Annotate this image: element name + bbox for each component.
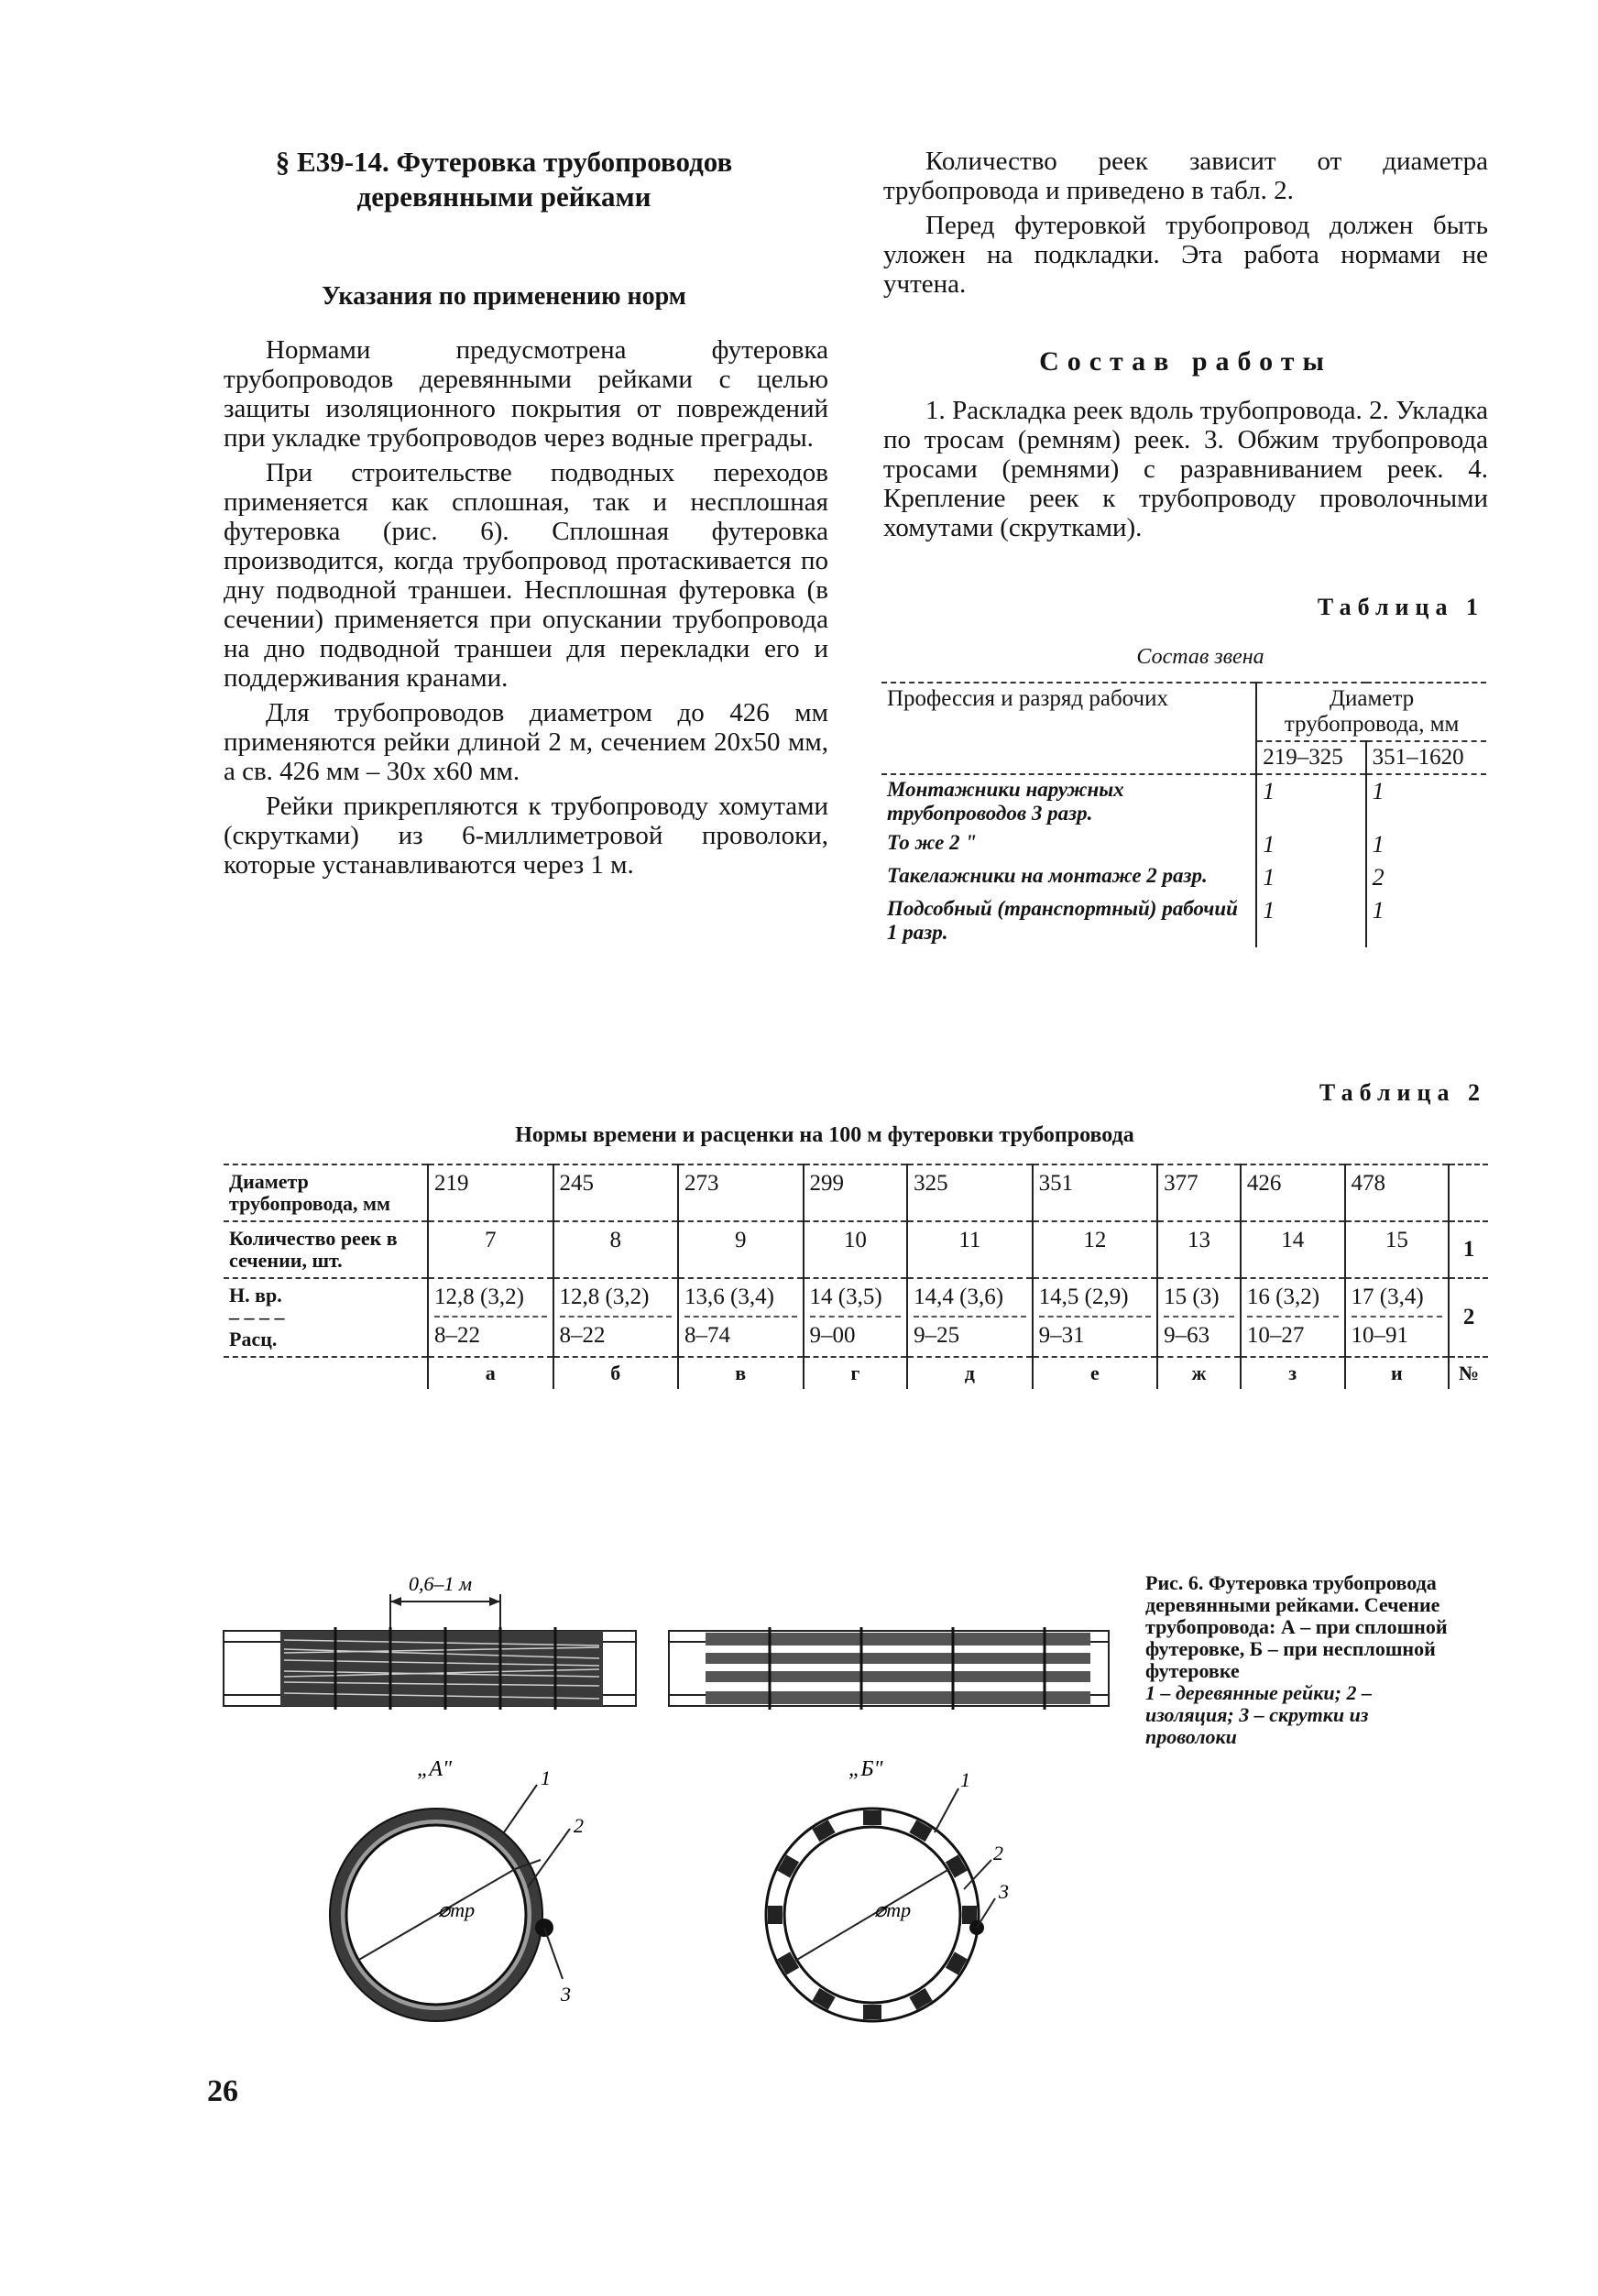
norm-cell xyxy=(1033,1278,1158,1357)
count-cell: 1 xyxy=(1366,894,1486,947)
pipe-partial-lining xyxy=(669,1627,1109,1710)
col-profession: Профессия и разряд рабочих xyxy=(881,683,1256,774)
profession-cell: Такелажники на монтаже 2 разр. xyxy=(887,864,1208,887)
profession-cell: То же 2 " xyxy=(887,831,978,854)
page-number: 26 xyxy=(207,2074,238,2108)
norm-cell xyxy=(1345,1278,1450,1357)
letter-cell: з xyxy=(1241,1357,1345,1389)
letter-cell: в xyxy=(678,1357,804,1389)
profession-cell: Подсобный (транспортный) рабочий 1 разр. xyxy=(887,897,1238,944)
rasc-value: 9–00 xyxy=(810,1316,902,1349)
table-row xyxy=(881,894,1486,947)
norm-cell xyxy=(678,1278,804,1357)
norms-table xyxy=(224,1164,1488,1389)
diameter-cell: 426 xyxy=(1241,1164,1345,1221)
figure-caption-head: Рис. 6. Футеровка трубопровода деревянными рейками. Сечение трубопровода: А – при сплошной футеровке, Б – при несплошной футеровке xyxy=(1145,1571,1448,1682)
row-number-cell: 1 xyxy=(1449,1221,1488,1278)
norm-cell xyxy=(1157,1278,1241,1357)
norm-cell xyxy=(553,1278,679,1357)
lining-figure xyxy=(220,1558,1118,2071)
diameter-cell: 299 xyxy=(804,1164,908,1221)
letter-cell: г xyxy=(804,1357,908,1389)
count-cell: 11 xyxy=(907,1221,1033,1278)
count-cell: 13 xyxy=(1157,1221,1241,1278)
rasc-value: 9–63 xyxy=(1164,1316,1234,1349)
diameter-label-b: ⌀тр xyxy=(874,1898,912,1921)
letter-cell: е xyxy=(1033,1357,1158,1389)
dimension-label: 0,6–1 м xyxy=(409,1572,473,1595)
nvr-value: 12,8 (3,2) xyxy=(559,1285,650,1309)
table-row xyxy=(881,828,1486,861)
letter-cell-no: № xyxy=(1449,1357,1488,1389)
diameter-cell: 351 xyxy=(1033,1164,1158,1221)
callout-1-b: 1 xyxy=(960,1768,970,1791)
work-heading: Состав работы xyxy=(1039,346,1332,377)
diameter-cell: 245 xyxy=(553,1164,679,1221)
callout-3-b: 3 xyxy=(999,1880,1009,1903)
table-row xyxy=(881,774,1486,828)
count-cell: 12 xyxy=(1033,1221,1158,1278)
diameter-label-a: ⌀тр xyxy=(438,1898,476,1921)
count-cell: 1 xyxy=(1256,894,1365,947)
table-row-norms xyxy=(224,1278,1488,1357)
count-cell: 1 xyxy=(1256,828,1365,861)
callout-2-a: 2 xyxy=(574,1814,584,1837)
label-section-b: „Б" xyxy=(848,1757,883,1781)
count-cell: 14 xyxy=(1241,1221,1345,1278)
count-cell: 10 xyxy=(804,1221,908,1278)
count-cell: 1 xyxy=(1256,861,1365,894)
table2-label: Таблица 2 xyxy=(1319,1079,1486,1106)
row-number-cell: 2 xyxy=(1449,1278,1488,1357)
left-column xyxy=(224,335,828,885)
table-row-letters xyxy=(224,1357,1488,1389)
row-header-dash: – – – – xyxy=(229,1306,285,1328)
row-header-empty xyxy=(224,1357,428,1389)
label-section-a: „А" xyxy=(417,1757,453,1781)
count-cell: 9 xyxy=(678,1221,804,1278)
count-cell: 8 xyxy=(553,1221,679,1278)
col-diameter: Диаметр трубопровода, мм xyxy=(1256,683,1486,741)
count-cell: 15 xyxy=(1345,1221,1450,1278)
callout-1-a: 1 xyxy=(541,1766,551,1789)
row-header-count: Количество реек в сечении, шт. xyxy=(229,1227,398,1272)
section-title-line-2: деревянными рейками xyxy=(356,180,651,213)
table1-caption: Состав звена xyxy=(1136,645,1264,669)
nvr-value: 13,6 (3,4) xyxy=(684,1285,774,1309)
count-cell: 7 xyxy=(428,1221,553,1278)
nvr-value: 12,8 (3,2) xyxy=(434,1285,524,1309)
letter-cell: и xyxy=(1345,1357,1450,1389)
nvr-value: 16 (3,2) xyxy=(1246,1285,1320,1309)
norm-cell xyxy=(804,1278,908,1357)
rasc-value: 9–25 xyxy=(914,1316,1026,1349)
rasc-value: 8–74 xyxy=(684,1316,797,1349)
count-cell: 1 xyxy=(1366,828,1486,861)
norm-cell xyxy=(907,1278,1033,1357)
section-title xyxy=(220,145,788,214)
letter-cell: а xyxy=(428,1357,553,1389)
diameter-cell: 325 xyxy=(907,1164,1033,1221)
count-cell: 1 xyxy=(1256,774,1365,828)
nvr-value: 17 (3,4) xyxy=(1351,1285,1424,1309)
table-row-count xyxy=(224,1221,1488,1278)
row-number-cell xyxy=(1449,1164,1488,1221)
row-header-nvr: Н. вр. xyxy=(229,1284,282,1307)
table2-caption: Нормы времени и расценки на 100 м футеровки трубопровода xyxy=(515,1123,1134,1147)
letter-cell: ж xyxy=(1157,1357,1241,1389)
subheading: Указания по применению норм xyxy=(322,282,686,311)
figure-caption xyxy=(1145,1572,1457,1748)
paragraph: Для трубопроводов диаметром до 426 мм применяются рейки длиной 2 м, сечением 20х50 мм, а св. 426 мм – 30х х60 мм. xyxy=(224,698,828,786)
callout-3-a: 3 xyxy=(561,1983,571,2006)
section-title-line-1: § Е39-14. Футеровка трубопроводов xyxy=(275,146,733,178)
table1-label: Таблица 1 xyxy=(1317,594,1484,620)
rasc-value: 8–22 xyxy=(560,1316,673,1349)
figure-caption-legend: 1 – деревянные рейки; 2 – изоляция; 3 – скрутки из проволоки xyxy=(1145,1681,1372,1748)
work-description xyxy=(883,396,1488,548)
row-header-norms xyxy=(224,1278,428,1357)
diameter-cell: 478 xyxy=(1345,1164,1450,1221)
row-header-diameter: Диаметр трубопровода, мм xyxy=(229,1170,390,1215)
nvr-value: 15 (3) xyxy=(1164,1285,1220,1309)
table-row-diameter xyxy=(224,1164,1488,1221)
callout-2-b: 2 xyxy=(993,1842,1003,1864)
diameter-cell: 273 xyxy=(678,1164,804,1221)
nvr-value: 14 (3,5) xyxy=(809,1285,882,1309)
col-diameter-b: 351–1620 xyxy=(1366,741,1486,774)
table-row xyxy=(881,861,1486,894)
right-column xyxy=(883,147,1488,304)
count-cell: 1 xyxy=(1366,774,1486,828)
paragraph: Количество реек зависит от диаметра трубопровода и приведено в табл. 2. xyxy=(883,147,1488,205)
paragraph: Нормами предусмотрена футеровка трубопроводов деревянными рейками с целью защиты изоляционного покрытия от повреждений при укладке трубопроводов через водные преграды. xyxy=(224,335,828,453)
paragraph: 1. Раскладка реек вдоль трубопровода. 2. Укладка по тросам (ремням) реек. 3. Обжим трубопровода тросами (ремнями) с разравниванием реек. 4. Крепление реек к трубопроводу проволочными хомутами (скрутками). xyxy=(883,396,1488,542)
pipe-solid-lining xyxy=(224,1594,636,1710)
crew-table xyxy=(881,682,1486,947)
count-cell: 2 xyxy=(1366,861,1486,894)
profession-cell: Монтажники наружных трубопроводов 3 разр. xyxy=(887,778,1124,825)
nvr-value: 14,4 (3,6) xyxy=(914,1285,1004,1309)
row-header-rasc: Расц. xyxy=(229,1328,278,1350)
diameter-cell: 377 xyxy=(1157,1164,1241,1221)
rasc-value: 10–91 xyxy=(1352,1316,1443,1349)
rasc-value: 10–27 xyxy=(1247,1316,1339,1349)
diameter-cell: 219 xyxy=(428,1164,553,1221)
rasc-value: 9–31 xyxy=(1039,1316,1152,1349)
paragraph: Перед футеровкой трубопровод должен быть уложен на подкладки. Эта работа нормами не учтена. xyxy=(883,211,1488,299)
letter-cell: д xyxy=(907,1357,1033,1389)
norm-cell xyxy=(428,1278,553,1357)
paragraph: Рейки прикрепляются к трубопроводу хомутами (скрутками) из 6-миллиметровой проволоки, которые устанавливаются через 1 м. xyxy=(224,792,828,880)
nvr-value: 14,5 (2,9) xyxy=(1038,1285,1129,1309)
rasc-value: 8–22 xyxy=(434,1316,547,1349)
letter-cell: б xyxy=(553,1357,679,1389)
paragraph: При строительстве подводных переходов применяется как сплошная, так и несплошная футеровка (рис. 6). Сплошная футеровка производится, когда трубопровод протаскивается по дну подводной траншеи. Несплошная футеровка (в сечении) применяется при опускании трубопровода на дно подводной траншеи для перекладки его и поддерживания кранами. xyxy=(224,458,828,693)
norm-cell xyxy=(1241,1278,1345,1357)
col-diameter-a: 219–325 xyxy=(1256,741,1365,774)
